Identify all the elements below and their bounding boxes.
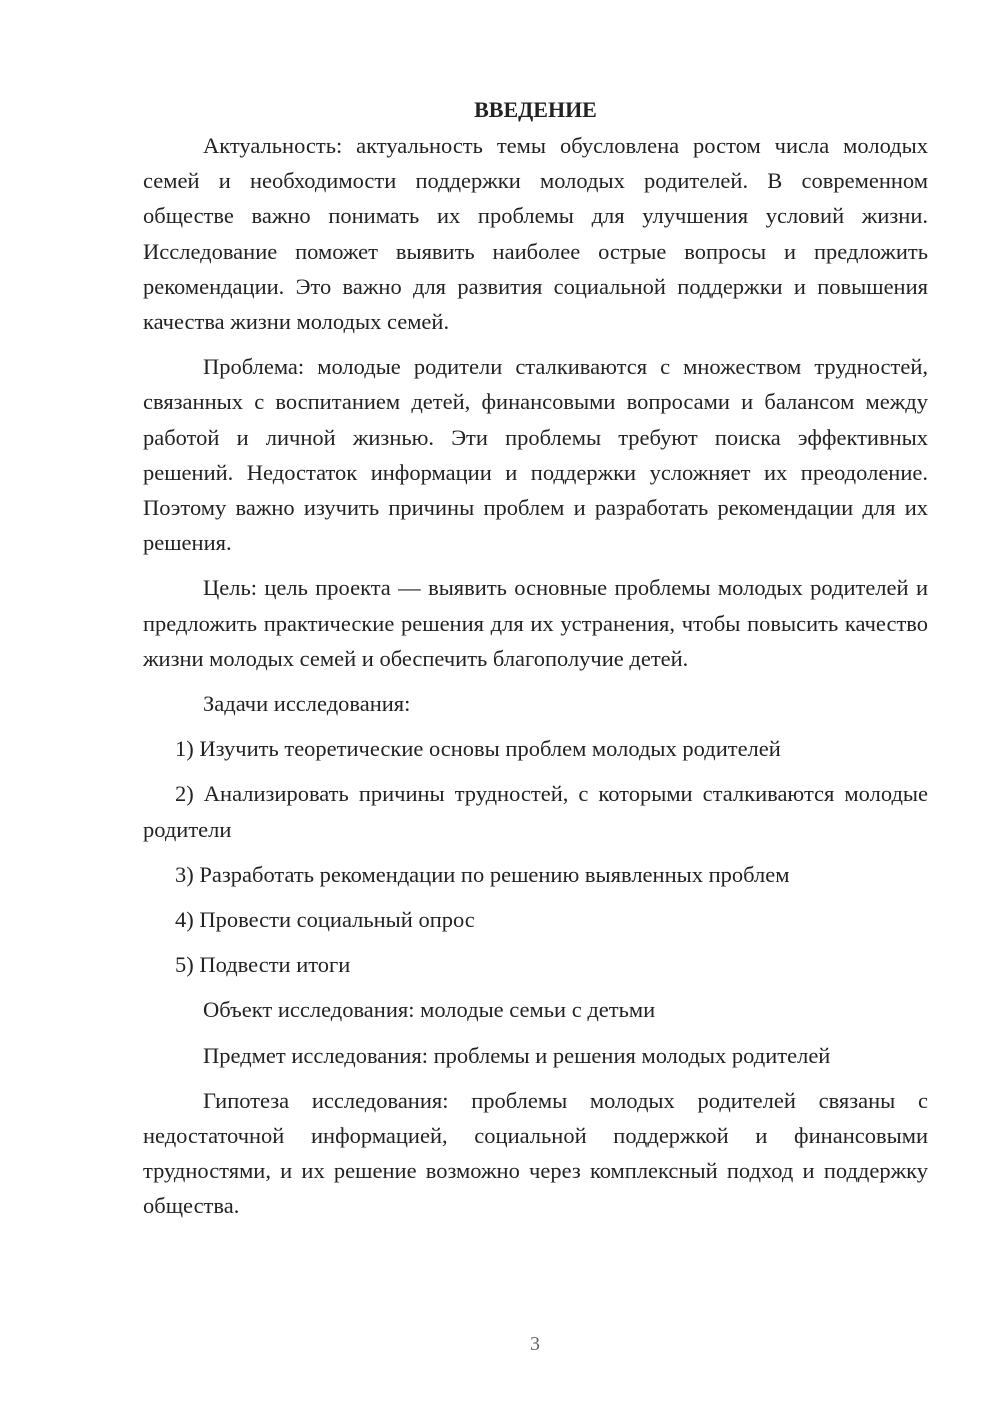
research-hypothesis: Гипотеза исследования: проблемы молодых родителей связаны с недостаточной информацией, социальной поддержкой и финансовыми трудностями, и их решение возможно через комплексный подход и поддержку общества. xyxy=(143,1087,928,1219)
research-object: Объект исследования: молодые семьи с детьми xyxy=(203,997,656,1023)
task-item-3: 3) Разработать рекомендации по решению выявленных проблем xyxy=(175,861,790,887)
page-title: ВВЕДЕНИЕ xyxy=(474,97,597,122)
research-subject: Предмет исследования: проблемы и решения молодых родителей xyxy=(203,1042,831,1068)
task-item-2: 2) Анализировать причины трудностей, с которыми сталкиваются молодые родители xyxy=(143,781,928,842)
task-item-5: 5) Подвести итоги xyxy=(175,952,351,978)
page-number: 3 xyxy=(530,1333,540,1355)
task-item-1: 1) Изучить теоретические основы проблем молодых родителей xyxy=(175,736,781,762)
tasks-heading: Задачи исследования: xyxy=(203,691,411,717)
task-item-4: 4) Провести социальный опрос xyxy=(175,907,475,933)
relevance-paragraph: Актуальность: актуальность темы обусловлена ростом числа молодых семей и необходимости поддержки молодых родителей. В современном обществе важно понимать их проблемы для улучшения условий жизни. Исследование поможет выявить наиболее острые вопросы и предложить рекомендации. Это важно для развития социальной поддержки и повышения качества жизни молодых семей. xyxy=(143,133,928,335)
page-content xyxy=(143,92,928,1224)
problem-paragraph: Проблема: молодые родители сталкиваются с множеством трудностей, связанных с воспитанием детей, финансовыми вопросами и балансом между работой и личной жизнью. Эти проблемы требуют поиска эффективных решений. Недостаток информации и поддержки усложняет их преодоление. Поэтому важно изучить причины проблем и разработать рекомендации для их решения. xyxy=(143,354,928,556)
goal-paragraph: Цель: цель проекта — выявить основные проблемы молодых родителей и предложить практические решения для их устранения, чтобы повысить качество жизни молодых семей и обеспечить благополучие детей. xyxy=(143,575,928,671)
